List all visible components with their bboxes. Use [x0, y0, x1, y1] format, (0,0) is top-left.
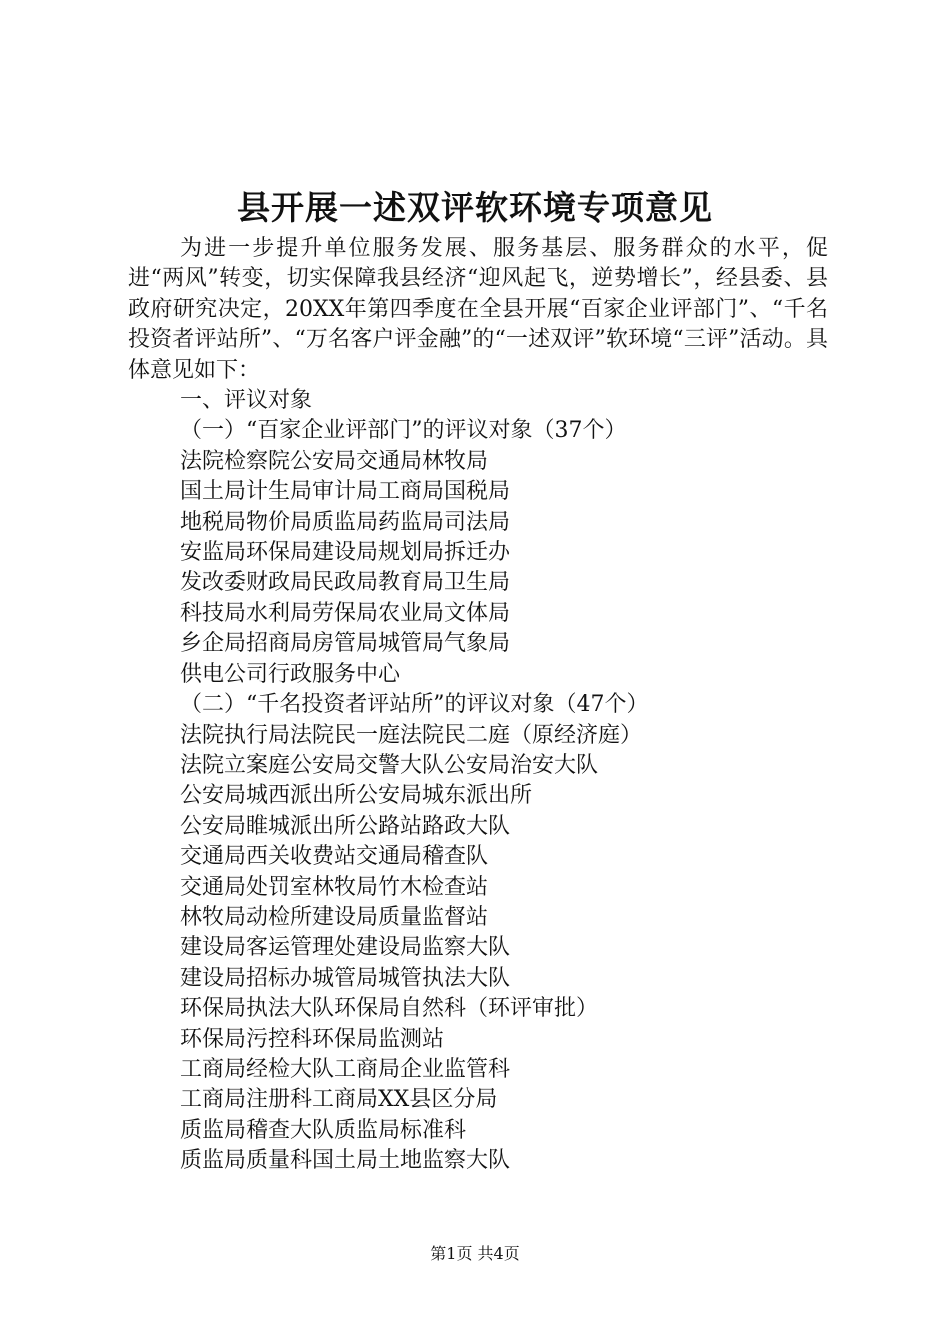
list-item: 法院执行局法院民一庭法院民二庭（原经济庭）: [180, 722, 643, 748]
list-item: 工商局经检大队工商局企业监管科: [180, 1056, 511, 1082]
list-item: 地税局物价局质监局药监局司法局: [180, 509, 511, 535]
list-item: 科技局水利局劳保局农业局文体局: [180, 600, 511, 626]
list-item: 公安局睢城派出所公路站路政大队: [180, 813, 511, 839]
list-item: 法院立案庭公安局交警大队公安局治安大队: [180, 752, 599, 778]
list-item: 公安局城西派出所公安局城东派出所: [180, 783, 533, 809]
list-item: 交通局处罚室林牧局竹木检查站: [180, 874, 489, 900]
list-item: 质监局质量科国土局土地监察大队: [180, 1148, 511, 1174]
list-item: 环保局执法大队环保局自然科（环评审批）: [180, 996, 599, 1022]
section-heading: 一、评议对象: [180, 388, 313, 414]
list-item: 供电公司行政服务中心: [180, 661, 401, 687]
subsection-heading: （一）“百家企业评部门”的评议对象（37个）: [180, 418, 627, 444]
document-body: [128, 234, 828, 1177]
document-title: 县开展一述双评软环境专项意见: [237, 188, 713, 227]
list-item: 质监局稽查大队质监局标准科: [180, 1117, 467, 1143]
intro-paragraph: 为进一步提升单位服务发展、服务基层、服务群众的水平，促进“两风”转变，切实保障我县经济“迎风起飞，逆势增长”，经县委、县政府研究决定，20XX年第四季度在全县开展“百家企业评部门”、“千名投资者评站所”、“万名客户评金融”的“一述双评”软环境“三评”活动。具体意见如下：: [128, 236, 828, 383]
subsection-heading: （二）“千名投资者评站所”的评议对象（47个）: [180, 692, 649, 718]
list-item: 建设局客运管理处建设局监察大队: [180, 935, 511, 961]
list-item: 国土局计生局审计局工商局国税局: [180, 479, 511, 505]
list-item: 法院检察院公安局交通局林牧局: [180, 448, 489, 474]
list-item: 环保局污控科环保局监测站: [180, 1026, 445, 1052]
list-item: 安监局环保局建设局规划局拆迁办: [180, 540, 511, 566]
list-item: 林牧局动检所建设局质量监督站: [180, 904, 489, 930]
list-item: 建设局招标办城管局城管执法大队: [180, 965, 511, 991]
list-item: 乡企局招商局房管局城管局气象局: [180, 631, 511, 657]
list-item: 交通局西关收费站交通局稽查队: [180, 844, 489, 870]
page-number-footer: 第1页 共4页: [430, 1244, 520, 1263]
list-item: 工商局注册科工商局XX县区分局: [180, 1087, 498, 1113]
list-item: 发改委财政局民政局教育局卫生局: [180, 570, 511, 596]
